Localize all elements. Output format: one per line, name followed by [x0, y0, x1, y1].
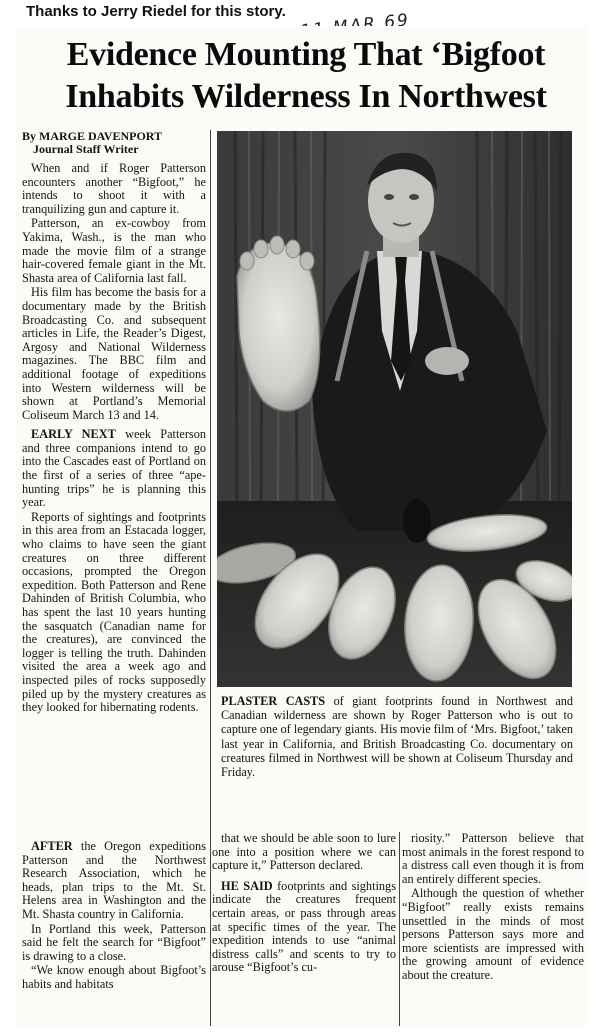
paragraph: When and if Roger Patterson encounters another “Bigfoot,” he intends to shoot it with a tranquilizing gun and capture it. — [22, 161, 206, 216]
photo-image — [217, 131, 572, 687]
paragraph-lead: HE SAID — [221, 878, 273, 893]
paragraph — [212, 880, 396, 975]
paragraph: Patterson, an ex-cowboy from Yakima, Wash., is the man who made the movie film of a strange hair-covered female giant in the Mt. Shasta area of California last fall. — [22, 216, 206, 285]
photo-caption — [221, 694, 573, 779]
byline-author: By MARGE DAVENPORT — [22, 130, 163, 143]
column-rule — [399, 832, 400, 1026]
caption-text: of giant footprints found in Northwest and Canadian wilderness are shown by Roger Patterson who is out to capture one of legendary giants. His movie film of ‘Mrs. Bigfoot,’ taken last year in California, and British Broadcasting Co. documentary on creatures filmed in Northwest will be shown at Coliseum Thursday and Friday. — [221, 694, 573, 780]
byline — [22, 130, 206, 156]
photo-patterson-footprint-casts — [217, 131, 572, 687]
column-rule — [210, 130, 211, 1026]
article-column-right — [402, 832, 584, 1026]
paragraph-text: the Oregon expeditions Patterson and the Northwest Research Association, which he heads, plan trips to the Mt. St. Helens area in Washington and the Mt. Shasta country in California. — [22, 840, 206, 921]
paragraph: Although the question of whether “Bigfoot” really exists remains unsettled in the minds of most persons Patterson says more and more scientists are impressed with the growing amount of evidence about the creature. — [402, 886, 584, 982]
paragraph-text: footprints and sightings indicate the creatures frequent certain areas, or pass through areas at specific times of the year. The expedition intends to use “animal distress calls” and scents to try to arouse “Bigfoot’s cu- — [212, 878, 396, 975]
article-column-left — [22, 130, 206, 850]
headline — [28, 34, 584, 118]
headline-line-1: Evidence Mounting That ‘Bigfoot — [66, 36, 546, 73]
paragraph: In Portland this week, Patterson said he felt the search for “Bigfoot” is drawing to a close. — [22, 921, 206, 963]
caption-lead: PLASTER CASTS — [221, 694, 326, 708]
newspaper-clipping — [16, 26, 588, 1026]
paragraph — [22, 428, 206, 510]
headline-line-2: Inhabits Wilderness In Northwest — [65, 78, 547, 115]
article-column-middle — [212, 832, 396, 1026]
credit-line: Thanks to Jerry Riedel for this story. — [26, 3, 286, 20]
paragraph: “We know enough about Bigfoot’s habits and habitats — [22, 963, 206, 991]
paragraph-lead: AFTER — [31, 840, 73, 853]
paragraph: Reports of sightings and footprints in this area from an Estacada logger, who claims to have seen the giant creatures on three different occasions, prompted the Oregon expedition. Both Patterson and Rene Dahinden of British Columbia, who has spent the last 10 years hunting the sasquatch (Canadian name for the creatures), are convinced the logger is telling the truth. Dahinden visited the area a week ago and inspected piles of rocks supposedly piled up by the mystery creatures as they looked for hibernating rodents. — [22, 509, 206, 715]
byline-title: Journal Staff Writer — [33, 142, 139, 156]
paragraph: riosity.” Patterson believe that most animals in the forest respond to a distress call even though it is from an entirely different species. — [402, 832, 584, 886]
paragraph-text: week Patterson and three companions intend to go into the Cascades east of Portland on the first of a series of three “ape-hunting trips” he is planning this year. — [22, 427, 206, 510]
paragraph: that we should be able soon to lure one into a position where we can capture it,” Patterson declared. — [212, 832, 396, 873]
paragraph-lead: EARLY NEXT — [31, 427, 116, 442]
paragraph: His film has become the basis for a documentary made by the British Broadcasting Co. and subsequent articles in Life, the Reader’s Digest, Argosy and National Wilderness magazines. The BBC film and additional footage of expeditions into Western wilderness will be shown at Portland’s Memorial Coliseum March 13 and 14. — [22, 285, 206, 422]
paragraph — [22, 840, 206, 922]
article-column-left-lower — [22, 840, 206, 1026]
